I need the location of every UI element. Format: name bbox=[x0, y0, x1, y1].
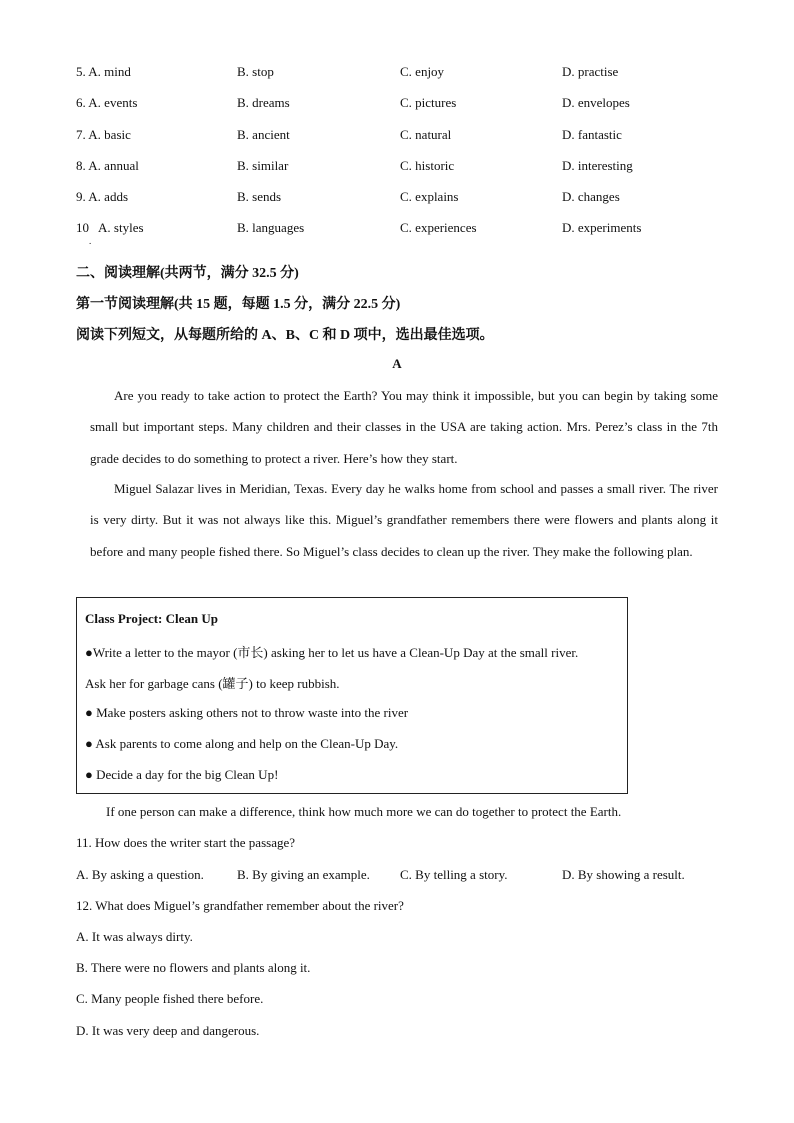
option-a: 8. A. annual bbox=[76, 158, 139, 173]
box-title: Class Project: Clean Up bbox=[85, 611, 218, 626]
section-instruction: 阅读下列短文，从每题所给的 A、B、C 和 D 项中，选出最佳选项。 bbox=[76, 328, 494, 343]
option-d: D. By showing a result. bbox=[562, 867, 685, 882]
option-a: 10 A. styles bbox=[76, 220, 144, 235]
paragraph-text: Are you ready to take action to protect the Earth? You may think it impossible, but you can begin by taking some small but important steps. Many children and their classes in the USA are taking action. Mrs. Perez’s class in the 7th grade decides to do something to protect a river. Here’s how they start. bbox=[90, 388, 718, 466]
option-c: C. explains bbox=[400, 189, 459, 204]
option-b: B. languages bbox=[237, 220, 305, 235]
option-b: B. stop bbox=[237, 64, 274, 79]
question-12-stem: 12. What does Miguel’s grandfather remember about the river? bbox=[76, 898, 404, 913]
option-d: D. changes bbox=[562, 189, 620, 204]
cloze-row-8 bbox=[76, 158, 716, 176]
option-c: C. natural bbox=[400, 127, 452, 142]
box-line-1: ●Write a letter to the mayor (市长) asking her to let us have a Clean-Up Day at the small river. bbox=[85, 645, 579, 660]
cloze-row-9 bbox=[76, 189, 716, 207]
box-line-4: ● Ask parents to come along and help on the Clean-Up Day. bbox=[85, 736, 399, 751]
passage-label: A bbox=[392, 356, 402, 371]
box-line-2: Ask her for garbage cans (罐子) to keep rubbish. bbox=[85, 676, 340, 691]
option-c: C. enjoy bbox=[400, 64, 445, 79]
cloze-row-6 bbox=[76, 95, 716, 113]
option-a: 5. A. mind bbox=[76, 64, 131, 79]
question-11-options bbox=[76, 867, 716, 885]
class-project-box bbox=[76, 597, 628, 794]
option-d: D. fantastic bbox=[562, 127, 622, 142]
option-c: C. historic bbox=[400, 158, 455, 173]
option-c: C. pictures bbox=[400, 95, 457, 110]
option-d: D. experiments bbox=[562, 220, 642, 235]
option-a: 9. A. adds bbox=[76, 189, 128, 204]
option-d: D. interesting bbox=[562, 158, 633, 173]
cloze-row-7 bbox=[76, 127, 716, 145]
question-12-option-a: A. It was always dirty. bbox=[76, 929, 193, 944]
section-sub-heading: 第一节阅读理解(共 15 题，每题 1.5 分，满分 22.5 分) bbox=[76, 297, 401, 312]
option-a: A. By asking a question. bbox=[76, 867, 204, 882]
option-c: C. experiences bbox=[400, 220, 477, 235]
paragraph-text: Miguel Salazar lives in Meridian, Texas. Every day he walks home from school and passes a small river. The river is very dirty. But it was not always like this. Miguel’s grandfather remembers there were flowers and plants along it before and many people fished there. So Miguel’s class decides to clean up the river. They make the following plan. bbox=[90, 481, 718, 559]
passage-paragraph-1 bbox=[90, 380, 718, 474]
option-c: C. By telling a story. bbox=[400, 867, 508, 882]
question-12-option-d: D. It was very deep and dangerous. bbox=[76, 1023, 260, 1038]
option-b: B. By giving an example. bbox=[237, 867, 370, 882]
cloze-row-5 bbox=[76, 64, 716, 82]
option-a: 7. A. basic bbox=[76, 127, 131, 142]
box-line-3: ● Make posters asking others not to throw waste into the river bbox=[85, 705, 409, 720]
section-heading: 二、阅读理解(共两节，满分 32.5 分) bbox=[76, 266, 299, 281]
option-d: D. envelopes bbox=[562, 95, 630, 110]
option-b: B. sends bbox=[237, 189, 282, 204]
cloze-row-10 bbox=[76, 220, 716, 238]
option-b: B. similar bbox=[237, 158, 289, 173]
stray-dot: . bbox=[89, 236, 92, 246]
question-12-option-b: B. There were no flowers and plants along it. bbox=[76, 960, 311, 975]
option-b: B. ancient bbox=[237, 127, 290, 142]
box-line-5: ● Decide a day for the big Clean Up! bbox=[85, 767, 279, 782]
question-11-stem: 11. How does the writer start the passage? bbox=[76, 835, 296, 850]
option-a: 6. A. events bbox=[76, 95, 138, 110]
passage-paragraph-2 bbox=[90, 473, 718, 567]
question-12-option-c: C. Many people fished there before. bbox=[76, 991, 264, 1006]
option-d: D. practise bbox=[562, 64, 619, 79]
closing-sentence: If one person can make a difference, think how much more we can do together to protect the Earth. bbox=[106, 804, 622, 819]
option-b: B. dreams bbox=[237, 95, 290, 110]
